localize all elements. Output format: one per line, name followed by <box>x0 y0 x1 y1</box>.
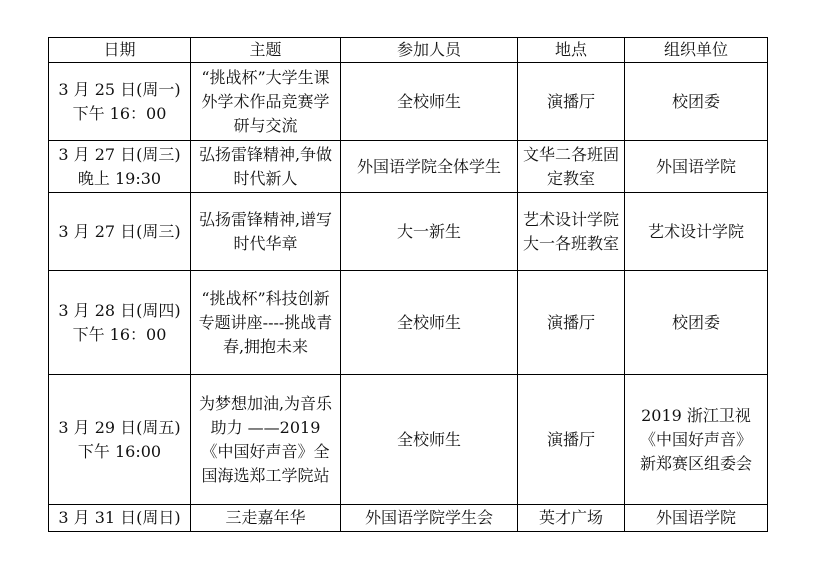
cell-location: 文华二各班固定教室 <box>518 141 625 193</box>
cell-participants: 外国语学院全体学生 <box>341 141 518 193</box>
cell-topic: “挑战杯”大学生课外学术作品竞赛学研与交流 <box>191 63 341 141</box>
table-row <box>49 505 768 532</box>
cell-organizer: 校团委 <box>625 271 768 375</box>
cell-organizer: 艺术设计学院 <box>625 193 768 271</box>
cell-participants: 大一新生 <box>341 193 518 271</box>
table-row <box>49 375 768 505</box>
cell-topic: 三走嘉年华 <box>191 505 341 532</box>
cell-date: 3 月 31 日(周日) <box>49 505 191 532</box>
header-date: 日期 <box>49 38 191 63</box>
cell-date: 3 月 28 日(周四) 下午 16：00 <box>49 271 191 375</box>
event-schedule-table <box>48 37 768 532</box>
header-location: 地点 <box>518 38 625 63</box>
cell-participants: 全校师生 <box>341 63 518 141</box>
cell-date: 3 月 27 日(周三) <box>49 193 191 271</box>
cell-organizer: 校团委 <box>625 63 768 141</box>
cell-date: 3 月 29 日(周五) 下午 16:00 <box>49 375 191 505</box>
cell-topic: “挑战杯”科技创新专题讲座----挑战青春,拥抱未来 <box>191 271 341 375</box>
table-row <box>49 141 768 193</box>
cell-topic: 弘扬雷锋精神,争做时代新人 <box>191 141 341 193</box>
cell-organizer: 外国语学院 <box>625 505 768 532</box>
cell-organizer: 2019 浙江卫视 《中国好声音》 新郑赛区组委会 <box>625 375 768 505</box>
cell-location: 演播厅 <box>518 63 625 141</box>
header-organizer: 组织单位 <box>625 38 768 63</box>
cell-location: 艺术设计学院大一各班教室 <box>518 193 625 271</box>
header-topic: 主题 <box>191 38 341 63</box>
cell-participants: 全校师生 <box>341 375 518 505</box>
cell-location: 演播厅 <box>518 375 625 505</box>
cell-location: 演播厅 <box>518 271 625 375</box>
cell-date: 3 月 27 日(周三) 晚上 19:30 <box>49 141 191 193</box>
cell-topic: 弘扬雷锋精神,谱写时代华章 <box>191 193 341 271</box>
cell-location: 英才广场 <box>518 505 625 532</box>
cell-date: 3 月 25 日(周一) 下午 16：00 <box>49 63 191 141</box>
table-header-row <box>49 38 768 63</box>
table-row <box>49 63 768 141</box>
cell-participants: 外国语学院学生会 <box>341 505 518 532</box>
cell-participants: 全校师生 <box>341 271 518 375</box>
cell-organizer: 外国语学院 <box>625 141 768 193</box>
cell-topic: 为梦想加油,为音乐助力 ——2019《中国好声音》全国海选郑工学院站 <box>191 375 341 505</box>
table-row <box>49 271 768 375</box>
table-row <box>49 193 768 271</box>
header-participants: 参加人员 <box>341 38 518 63</box>
